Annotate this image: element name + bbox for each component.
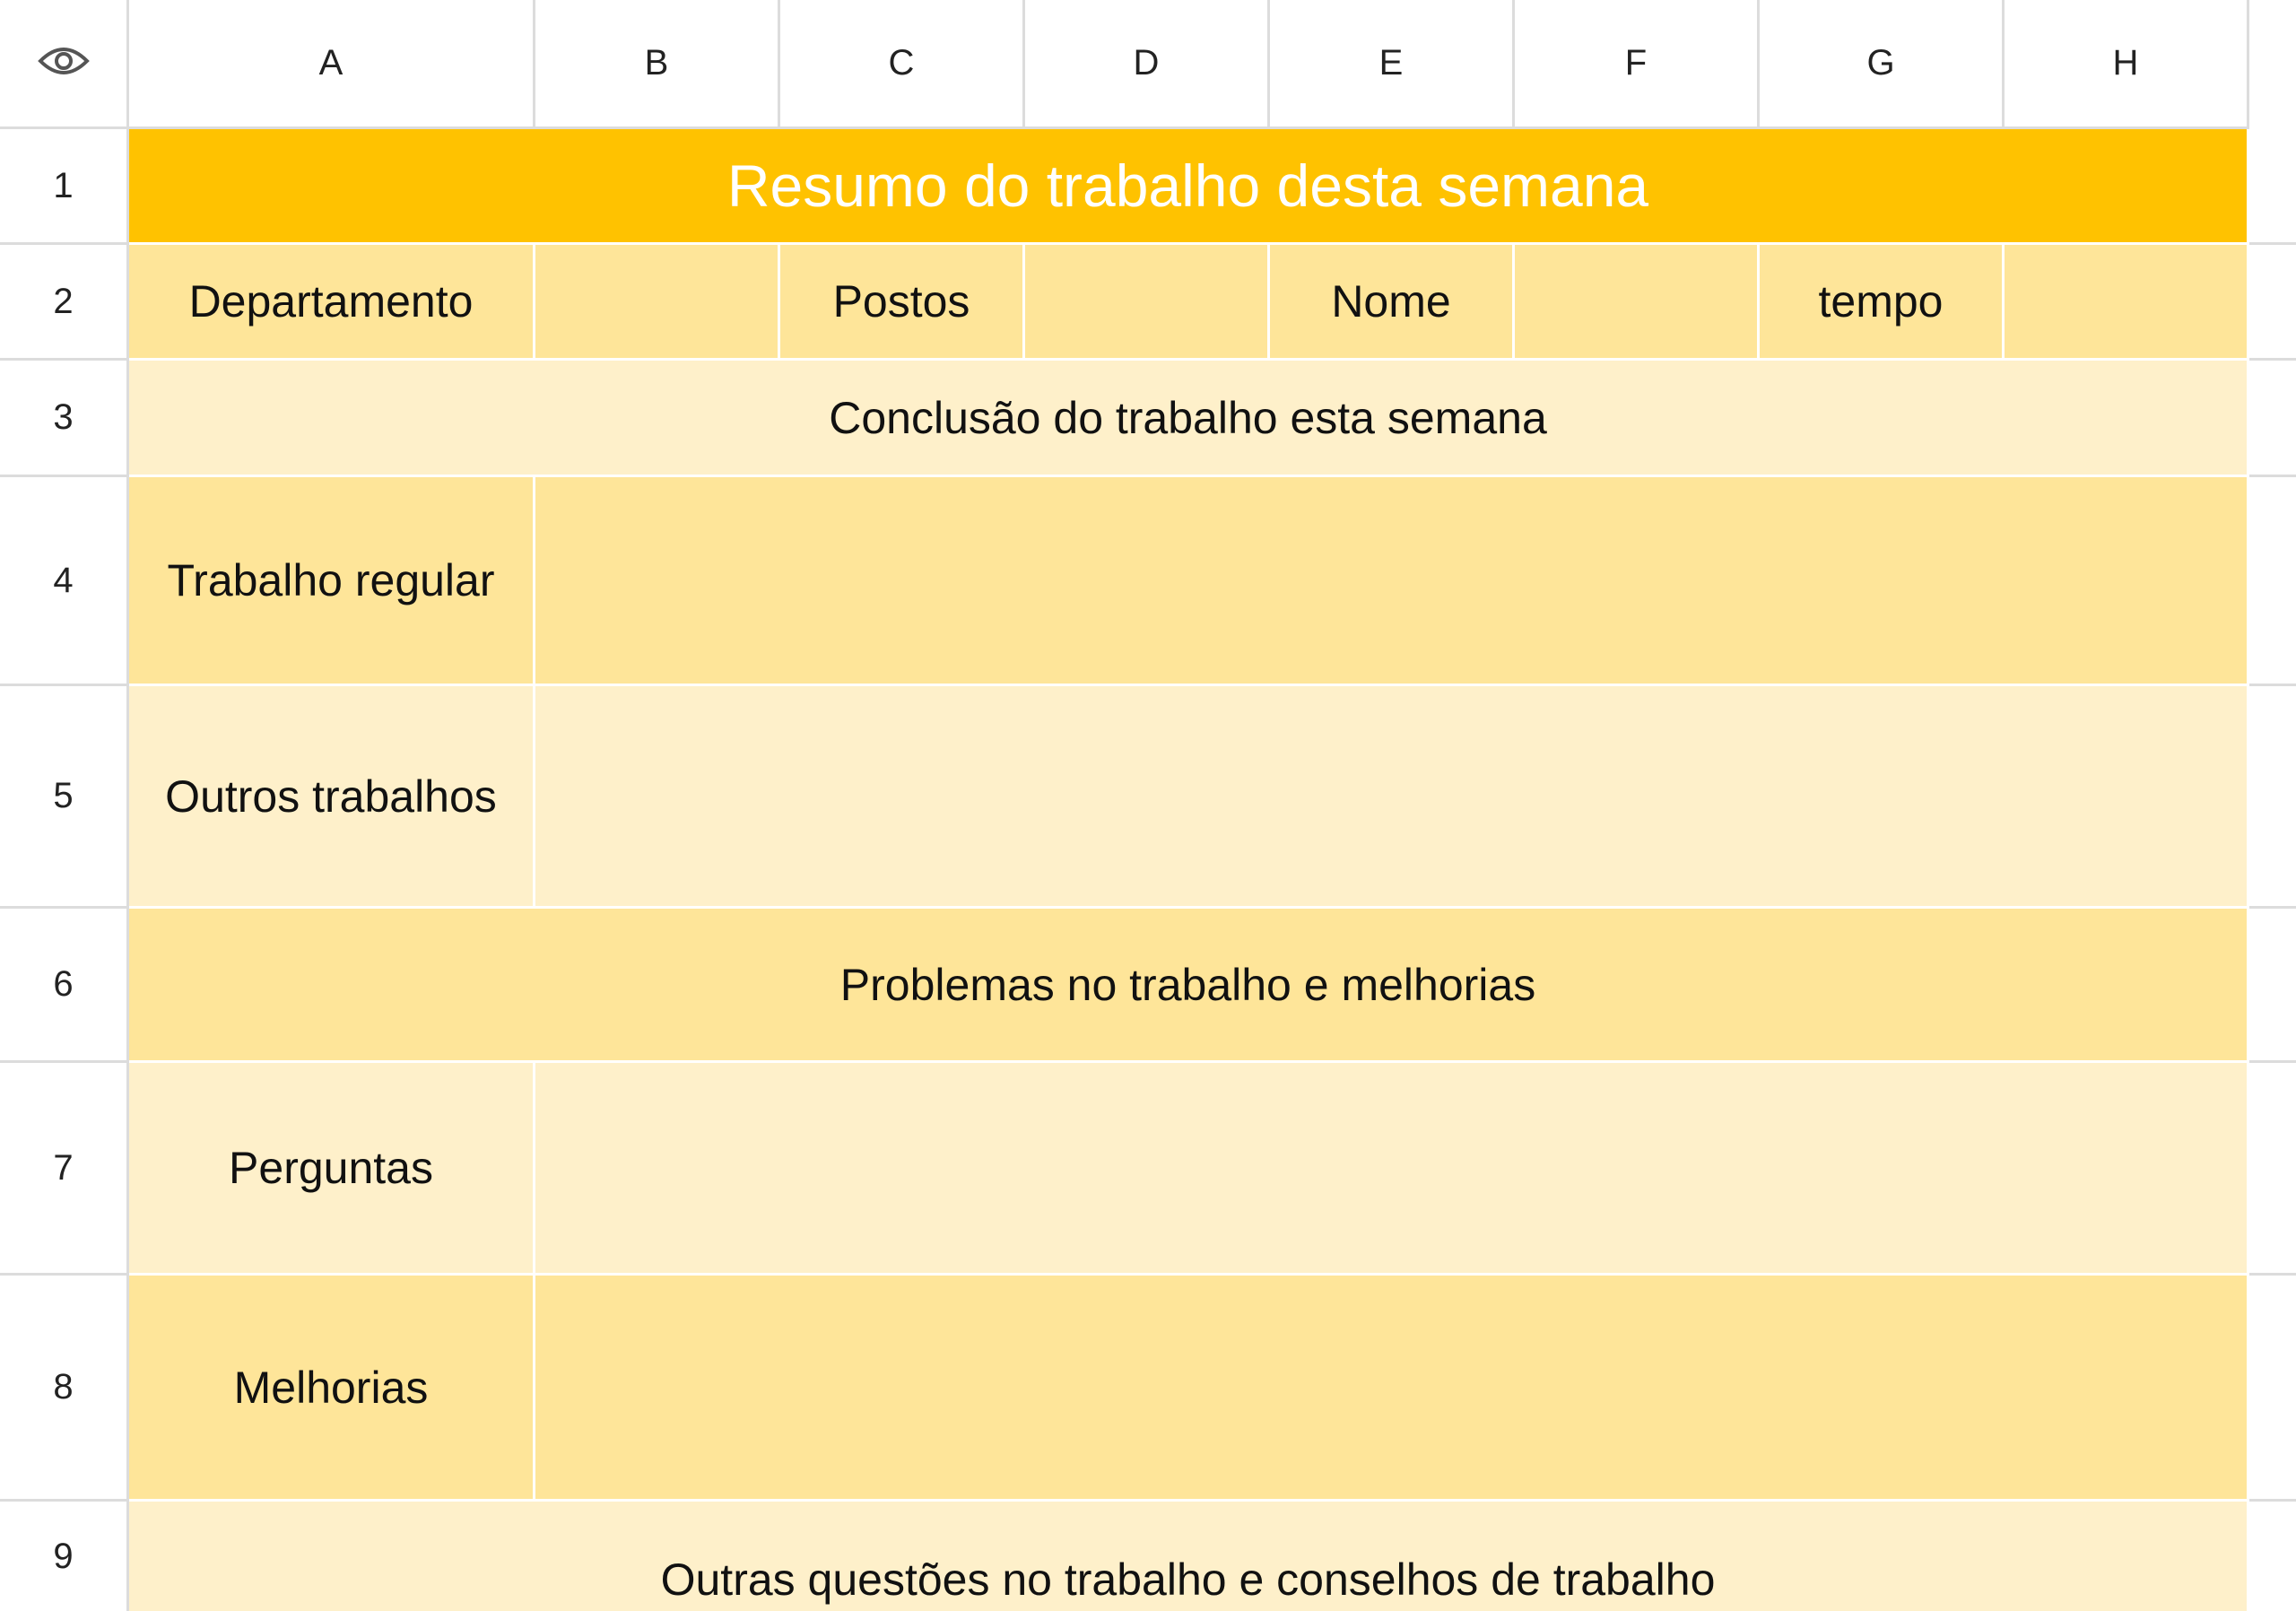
cell-c2[interactable]: Postos bbox=[780, 245, 1025, 361]
row-header-3[interactable]: 3 bbox=[0, 361, 129, 477]
cell-a8[interactable]: Melhorias bbox=[129, 1276, 535, 1502]
eye-icon bbox=[38, 46, 90, 81]
row-header-8[interactable]: 8 bbox=[0, 1276, 129, 1502]
visibility-toggle[interactable] bbox=[0, 0, 129, 129]
cell-a7[interactable]: Perguntas bbox=[129, 1063, 535, 1276]
grid-line bbox=[2246, 906, 2296, 909]
row-header-6[interactable]: 6 bbox=[0, 909, 129, 1063]
row-header-7[interactable]: 7 bbox=[0, 1063, 129, 1276]
column-header-a[interactable]: A bbox=[129, 0, 535, 129]
cell-a4[interactable]: Trabalho regular bbox=[129, 477, 535, 686]
row-header-2[interactable]: 2 bbox=[0, 245, 129, 361]
cell-e2[interactable]: Nome bbox=[1270, 245, 1515, 361]
cell-a5[interactable]: Outros trabalhos bbox=[129, 686, 535, 909]
section-header-conclusao[interactable]: Conclusão do trabalho esta semana bbox=[129, 361, 2249, 477]
grid-line bbox=[2246, 475, 2296, 477]
cell-d2[interactable] bbox=[1025, 245, 1270, 361]
column-header-g[interactable]: G bbox=[1760, 0, 2005, 129]
grid-line bbox=[2246, 1499, 2296, 1502]
cell-b7-merged[interactable] bbox=[535, 1063, 2249, 1276]
column-header-b[interactable]: B bbox=[535, 0, 780, 129]
row-header-4[interactable]: 4 bbox=[0, 477, 129, 686]
grid-line bbox=[2246, 1273, 2296, 1276]
column-header-e[interactable]: E bbox=[1270, 0, 1515, 129]
column-header-f[interactable]: F bbox=[1515, 0, 1760, 129]
column-header-c[interactable]: C bbox=[780, 0, 1025, 129]
cell-b2[interactable] bbox=[535, 245, 780, 361]
row-header-1[interactable]: 1 bbox=[0, 129, 129, 245]
cell-b8-merged[interactable] bbox=[535, 1276, 2249, 1502]
row-header-5[interactable]: 5 bbox=[0, 686, 129, 909]
grid-line bbox=[2246, 242, 2296, 245]
section-header-problemas[interactable]: Problemas no trabalho e melhorias bbox=[129, 909, 2249, 1063]
cell-b5-merged[interactable] bbox=[535, 686, 2249, 909]
section-header-outras-questoes[interactable]: Outras questões no trabalho e conselhos de trabalho bbox=[129, 1502, 2249, 1611]
sheet-title-cell[interactable]: Resumo do trabalho desta semana bbox=[129, 129, 2249, 245]
cell-a2[interactable]: Departamento bbox=[129, 245, 535, 361]
cell-g2[interactable]: tempo bbox=[1760, 245, 2005, 361]
cell-b4-merged[interactable] bbox=[535, 477, 2249, 686]
row-header-9[interactable]: 9 bbox=[0, 1502, 129, 1611]
cell-f2[interactable] bbox=[1515, 245, 1760, 361]
grid-line bbox=[2246, 358, 2296, 361]
grid-line bbox=[2246, 1060, 2296, 1063]
grid-line bbox=[2246, 684, 2296, 686]
cell-h2[interactable] bbox=[2005, 245, 2249, 361]
column-header-h[interactable]: H bbox=[2005, 0, 2249, 129]
column-header-d[interactable]: D bbox=[1025, 0, 1270, 129]
